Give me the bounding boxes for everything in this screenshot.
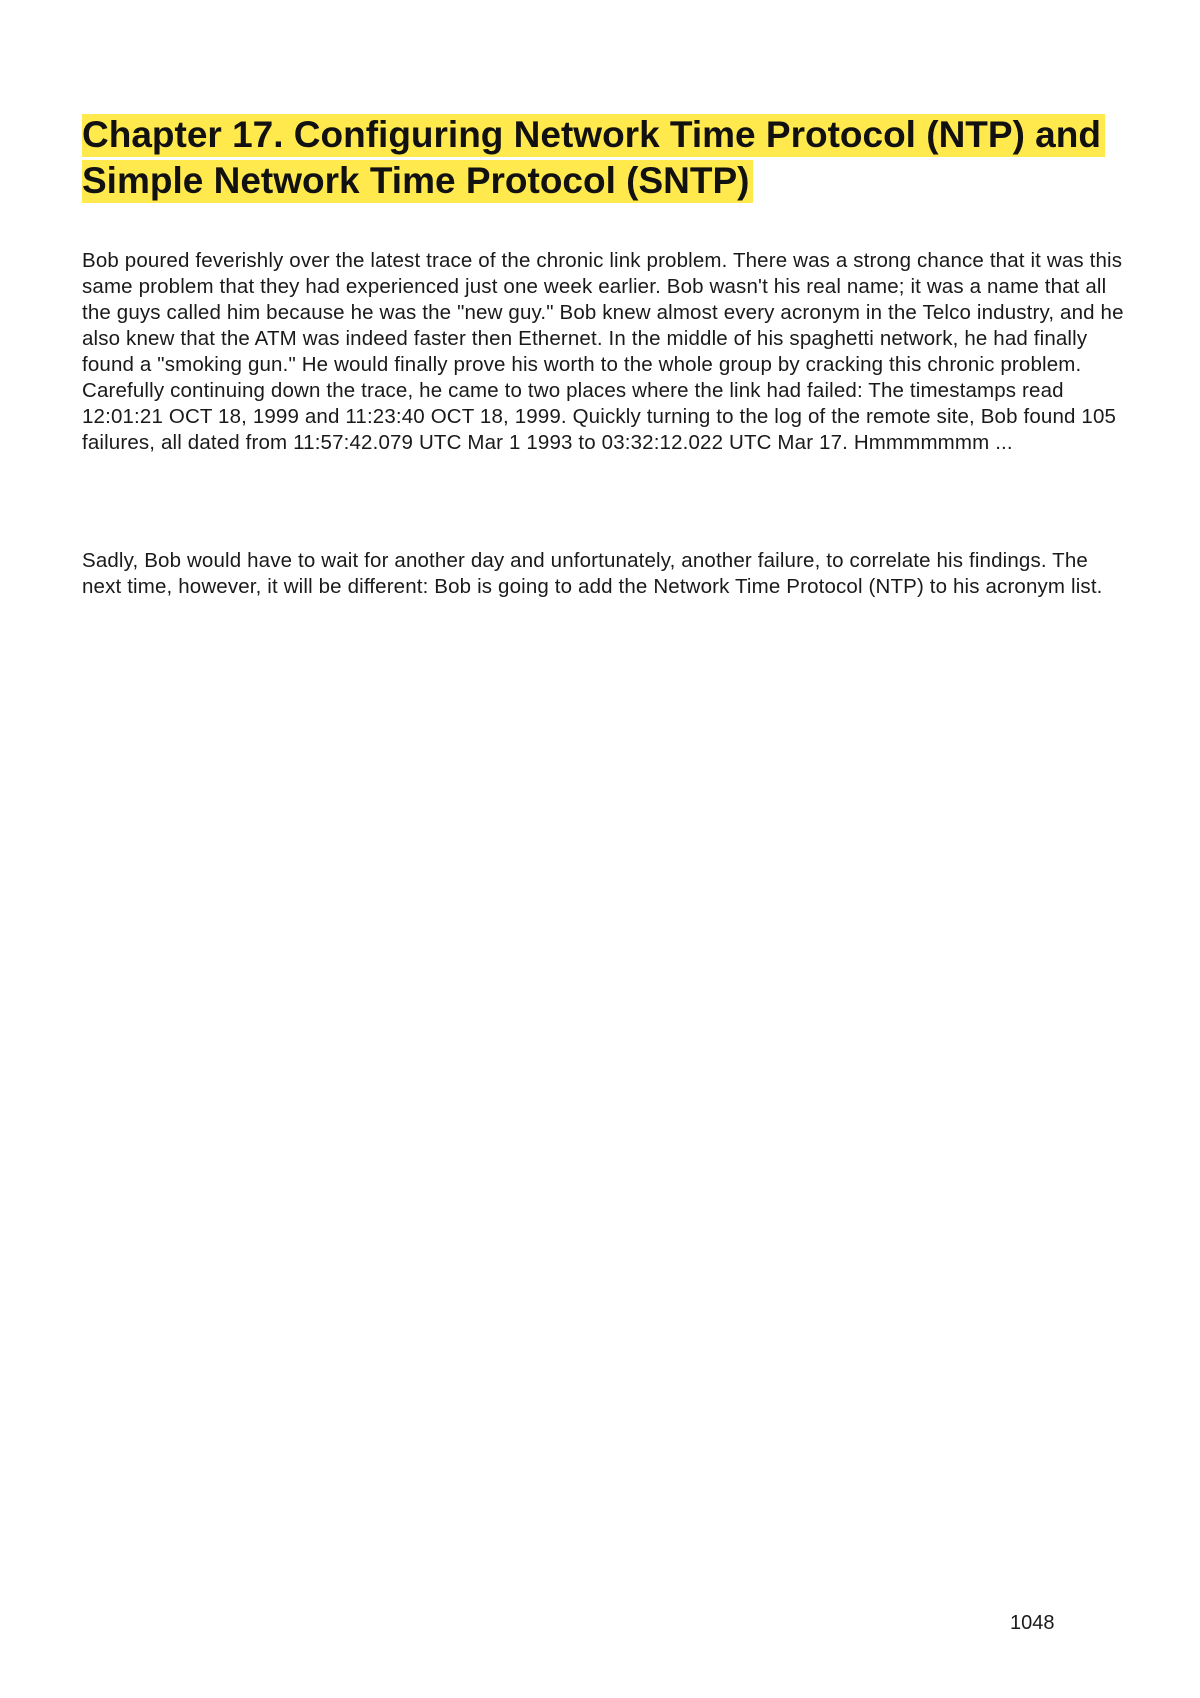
chapter-title (82, 112, 1132, 204)
body-paragraph-2: Sadly, Bob would have to wait for another day and unfortunately, another failure, to correlate his findings. The next time, however, it will be different: Bob is going to add the Network Time Protocol (NTP) to his acronym list. (82, 549, 1103, 598)
chapter-title-highlight: Chapter 17. Configuring Network Time Protocol (NTP) and Simple Network Time Protocol (SNTP) (82, 114, 1105, 203)
page-number: 1048 (1010, 1612, 1055, 1634)
body-paragraph-1: Bob poured feverishly over the latest trace of the chronic link problem. There was a strong chance that it was this same problem that they had experienced just one week earlier. Bob wasn't his real name; it was a name that all the guys called him because he was the "new guy." Bob knew almost every acronym in the Telco industry, and he also knew that the ATM was indeed faster then Ethernet. In the middle of his spaghetti network, he had finally found a "smoking gun." He would finally prove his worth to the whole group by cracking this chronic problem. Carefully continuing down the trace, he came to two places where the link had failed: The timestamps read 12:01:21 OCT 18, 1999 and 11:23:40 OCT 18, 1999. Quickly turning to the log of the remote site, Bob found 105 failures, all dated from 11:57:42.079 UTC Mar 1 1993 to 03:32:12.022 UTC Mar 17. Hmmmmmmm ... (82, 249, 1124, 454)
